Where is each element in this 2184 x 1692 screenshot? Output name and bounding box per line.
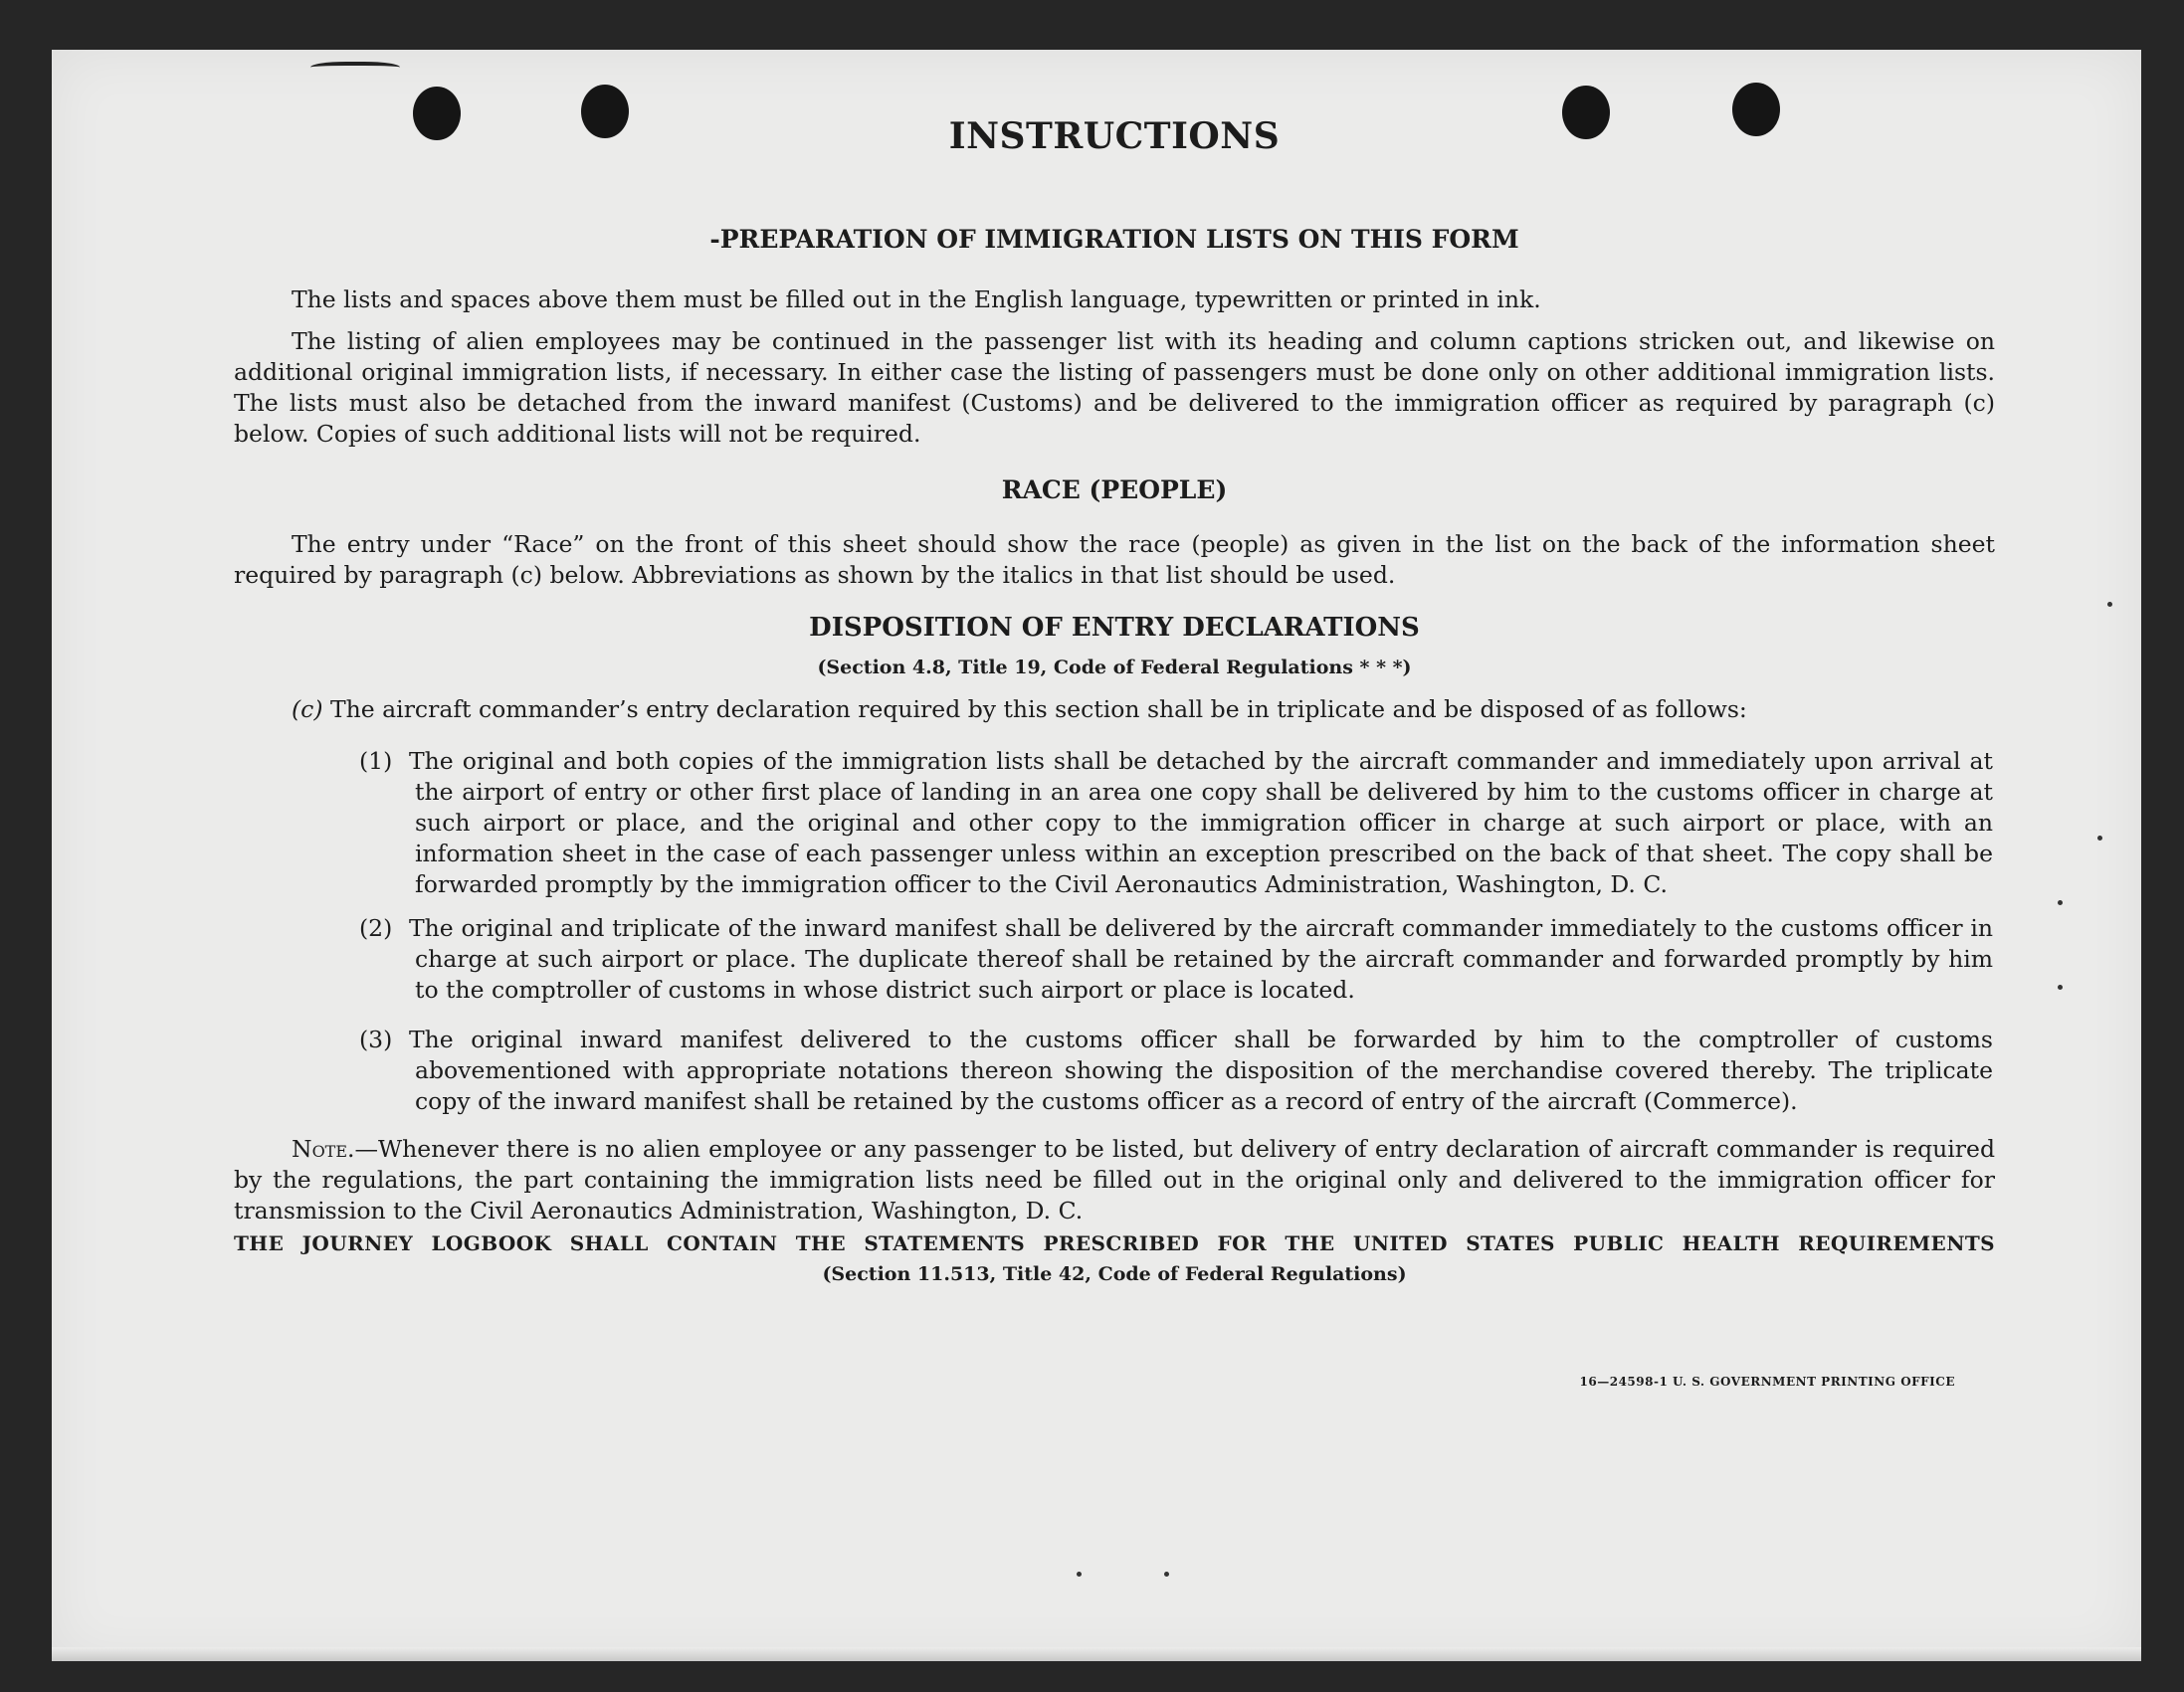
page-edge — [52, 1647, 2141, 1661]
list-item-number: (2) — [359, 914, 393, 942]
paragraph-race — [234, 529, 1995, 591]
paragraph-text — [234, 1134, 1995, 1226]
paragraph-alien-employees — [234, 326, 1995, 450]
speck — [2107, 602, 2112, 607]
section-heading-race: RACE (PEOPLE) — [1001, 475, 1228, 504]
section-heading-preparation: -PREPARATION OF IMMIGRATION LISTS ON THIS FORM — [709, 225, 1519, 254]
paragraph-body: The aircraft commander’s entry declaration required by this section shall be in triplicate and be disposed of as follows: — [329, 695, 1747, 723]
list-item-number: (3) — [359, 1026, 393, 1053]
section-reference: (Section 4.8, Title 19, Code of Federal Regulations * * *) — [817, 657, 1412, 678]
logbook-statement: THE JOURNEY LOGBOOK SHALL CONTAIN THE STATEMENTS PRESCRIBED FOR THE UNITED STATES PUBLIC HEALTH REQUIREMENTS — [234, 1231, 1995, 1255]
section-heading-disposition: DISPOSITION OF ENTRY DECLARATIONS — [809, 613, 1420, 643]
paragraph-text: The entry under “Race” on the front of this sheet should show the race (people) as given in the list on the back of the information sheet required by paragraph (c) below. Abbreviations as shown by the italics in that list should be used. — [234, 530, 1995, 589]
speck — [1077, 1572, 1082, 1577]
paragraph-note — [234, 1134, 1995, 1226]
list-item-2 — [341, 913, 1993, 1006]
speck — [1164, 1572, 1169, 1577]
note-text: —Whenever there is no alien employee or any passenger to be listed, but delivery of entry declaration of aircraft commander is required by the regulations, the part containing the immigration lists need be filled out in the original only and delivered to the immigration officer for transmission to the Civil Aeronautics Administration, Washington, D. C. — [234, 1135, 1995, 1224]
paragraph-lists-language — [234, 284, 1995, 315]
paragraph-text: The listing of alien employees may be continued in the passenger list with its heading and column captions stricken out, and likewise on additional original immigration lists, if necessary. In either case the listing of passengers must be done only on other additional immigration lists. The lists must also be detached from the inward manifest (Customs) and be delivered to the immigration officer as required by paragraph (c) below. Copies of such additional lists will not be required. — [234, 327, 1995, 448]
list-item-text: The original inward manifest delivered to the customs officer shall be forwarded by him to the comptroller of customs abovementioned with appropriate notations thereon showing the disposition of the merchandise covered thereby. The triplicate copy of the inward manifest shall be retained by the customs officer as a record of entry of the aircraft (Commerce). — [409, 1026, 1993, 1115]
paragraph-text: The lists and spaces above them must be filled out in the English language, typewritten or printed in ink. — [292, 285, 1541, 313]
document-page — [52, 50, 2141, 1661]
paragraph-label: (c) — [292, 695, 323, 723]
pen-mark — [310, 62, 400, 76]
note-label: Note. — [292, 1135, 355, 1163]
page-title: INSTRUCTIONS — [948, 115, 1281, 157]
paragraph-c — [234, 694, 1995, 725]
speck — [2058, 985, 2063, 990]
printer-imprint: 16—24598-1 U. S. GOVERNMENT PRINTING OFFICE — [1579, 1375, 1955, 1389]
speck — [2058, 900, 2063, 905]
list-item-1 — [341, 746, 1993, 900]
list-item-3 — [341, 1025, 1993, 1117]
paragraph-text — [234, 694, 1995, 725]
logbook-reference: (Section 11.513, Title 42, Code of Federal Regulations) — [822, 1263, 1407, 1285]
speck — [2097, 836, 2102, 841]
list-item-text: The original and both copies of the immigration lists shall be detached by the aircraft commander and immediately upon arrival at the airport of entry or other first place of landing in an area one copy shall be delivered by him to the customs officer in charge at such airport or place, and the original and other copy to the immigration officer in charge at such airport or place, with an information sheet in the case of each passenger unless within an exception prescribed on the back of that sheet. The copy shall be forwarded promptly by the immigration officer to the Civil Aeronautics Administration, Washington, D. C. — [409, 747, 1993, 898]
list-item-text: The original and triplicate of the inward manifest shall be delivered by the aircraft commander immediately to the customs officer in charge at such airport or place. The duplicate thereof shall be retained by the aircraft commander and forwarded promptly by him to the comptroller of customs in whose district such airport or place is located. — [409, 914, 1993, 1004]
list-item-number: (1) — [359, 747, 393, 775]
